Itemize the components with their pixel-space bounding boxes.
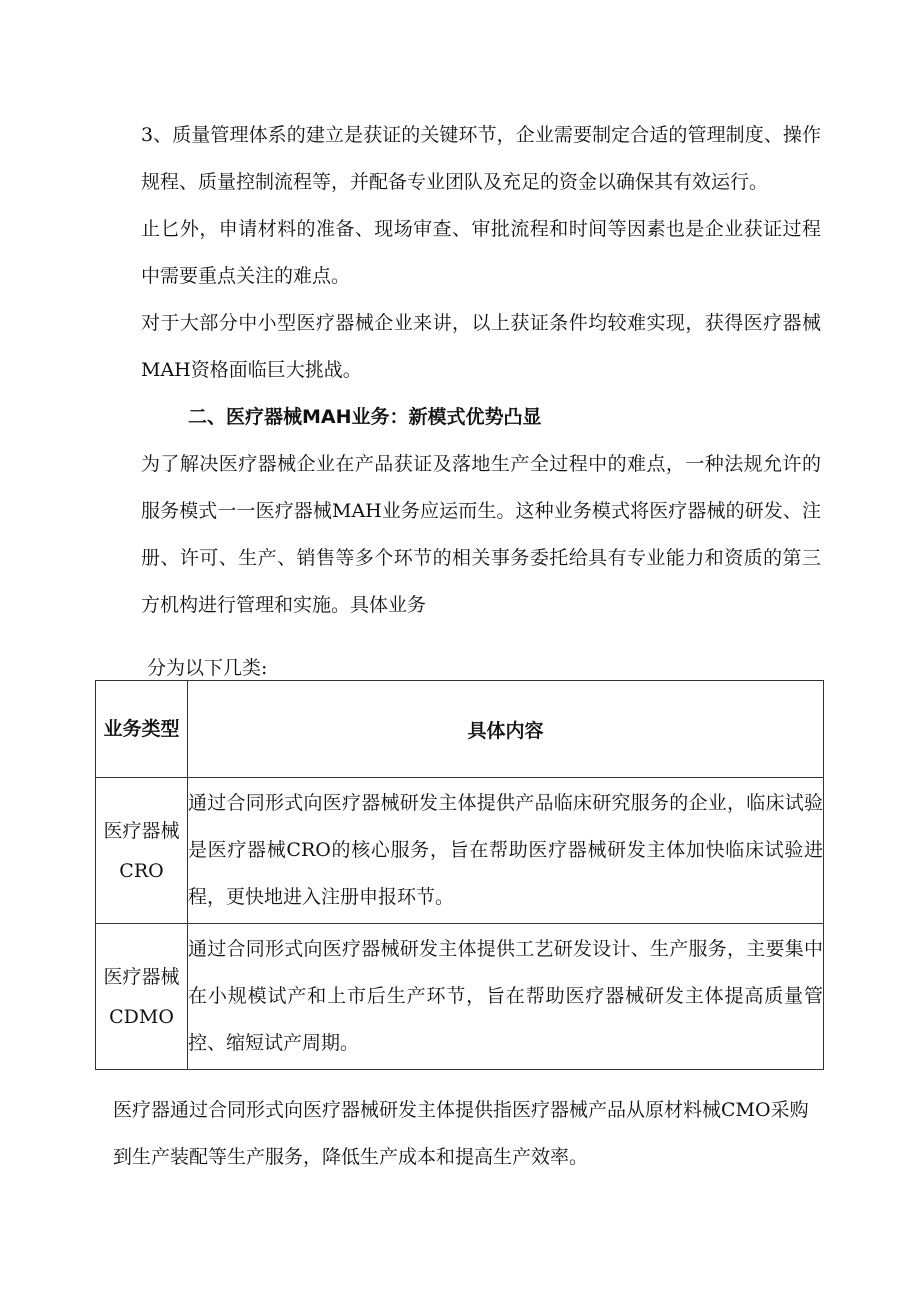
paragraph-cmo-description: 医疗器通过合同形式向医疗器械研发主体提供指医疗器械产品从原材料械CMO采购到生产装配等生产服务，降低生产成本和提高生产效率。 xyxy=(113,1099,809,1168)
paragraph-categories-lead: 分为以下几类: xyxy=(147,657,268,679)
table-cell-content: 通过合同形式向医疗器械研发主体提供工艺研发设计、生产服务，主要集中在小规模试产和上市后生产环节，旨在帮助医疗器械研发主体提高质量管控、缩短试产周期。 xyxy=(188,924,824,1070)
paragraph-sme-challenge: 对于大部分中小型医疗器械企业来讲，以上获证条件均较难实现，获得医疗器械MAH资格面临巨大挑战。 xyxy=(141,312,821,381)
business-type-table xyxy=(95,680,824,1070)
table-header-content: 具体内容 xyxy=(188,681,824,778)
table-cell-type: 医疗器械CDMO xyxy=(96,924,188,1070)
table-cell-type: 医疗器械CRO xyxy=(96,778,188,924)
table-header-type: 业务类型 xyxy=(96,681,188,778)
table-cell-content: 通过合同形式向医疗器械研发主体提供产品临床研究服务的企业，临床试验是医疗器械CRO的核心服务，旨在帮助医疗器械研发主体加快临床试验进程，更快地进入注册申报环节。 xyxy=(188,778,824,924)
table-row xyxy=(96,924,824,1070)
section-heading-mah-business: 二、医疗器械MAH业务：新模式优势凸显 xyxy=(188,406,542,428)
paragraph-mah-intro: 为了解决医疗器械企业在产品获证及落地生产全过程中的难点，一种法规允许的服务模式一一医疗器械MAH业务应运而生。这种业务模式将医疗器械的研发、注册、许可、生产、销售等多个环节的相关事务委托给具有专业能力和资质的第三方机构进行管理和实施。具体业务 xyxy=(141,453,821,616)
paragraph-application-difficulties: 止匕外，申请材料的准备、现场审查、审批流程和时间等因素也是企业获证过程中需要重点关注的难点。 xyxy=(141,218,821,287)
table-row xyxy=(96,778,824,924)
paragraph-quality-system: 3、质量管理体系的建立是获证的关键环节，企业需要制定合适的管理制度、操作规程、质量控制流程等，并配备专业团队及充足的资金以确保其有效运行。 xyxy=(141,124,821,193)
table-header-row xyxy=(96,681,824,778)
